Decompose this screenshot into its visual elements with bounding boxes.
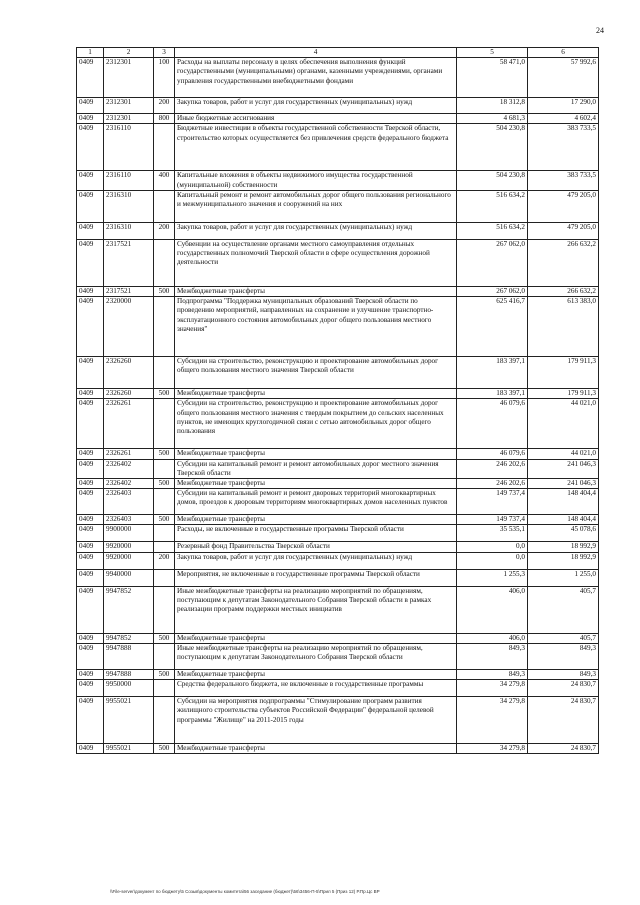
table-row — [77, 286, 599, 296]
cell-c6: 17 290,0 — [528, 98, 599, 114]
cell-c1: 0409 — [77, 124, 104, 171]
page-number: 24 — [596, 26, 604, 35]
cell-c2: 2326261 — [104, 399, 154, 449]
cell-c5: 406,0 — [457, 586, 528, 633]
cell-c1: 0409 — [77, 669, 104, 679]
table-row — [77, 98, 599, 114]
cell-c6: 24 830,7 — [528, 744, 599, 754]
cell-c4: Закупка товаров, работ и услуг для государственных (муниципальных) нужд — [175, 222, 457, 239]
cell-c4: Бюджетные инвестиции в объекты государственной собственности Тверской области, строительство которых осуществляется без привлечения средств федерального бюджета — [175, 124, 457, 171]
cell-c4: Межбюджетные трансферты — [175, 633, 457, 643]
cell-c3 — [154, 399, 175, 449]
cell-c6: 24 830,7 — [528, 680, 599, 697]
cell-c5: 504 230,8 — [457, 171, 528, 190]
cell-c3: 500 — [154, 449, 175, 459]
cell-c2: 2316110 — [104, 171, 154, 190]
cell-c2: 2326260 — [104, 389, 154, 399]
cell-c2: 2312301 — [104, 114, 154, 124]
cell-c5: 0,0 — [457, 542, 528, 552]
table-row — [77, 542, 599, 552]
cell-c5: 267 062,0 — [457, 239, 528, 286]
cell-c2: 2316310 — [104, 222, 154, 239]
cell-c3 — [154, 680, 175, 697]
table-row — [77, 525, 599, 542]
cell-c4: Закупка товаров, работ и услуг для государственных (муниципальных) нужд — [175, 98, 457, 114]
cell-c1: 0409 — [77, 643, 104, 669]
cell-c3: 200 — [154, 552, 175, 569]
cell-c4: Расходы на выплаты персоналу в целях обеспечения выполнения функций государственными (муниципальными) органами, казенными учреждениями, органами управления государственными внебюджетными фондами — [175, 58, 457, 98]
cell-c6: 383 733,5 — [528, 124, 599, 171]
cell-c6: 383 733,5 — [528, 171, 599, 190]
cell-c1: 0409 — [77, 190, 104, 222]
table-row — [77, 114, 599, 124]
table-row — [77, 478, 599, 488]
cell-c1: 0409 — [77, 478, 104, 488]
cell-c3 — [154, 643, 175, 669]
cell-c6: 266 632,2 — [528, 286, 599, 296]
cell-c3 — [154, 586, 175, 633]
cell-c4: Субсидии на капитальный ремонт и ремонт дворовых территорий многоквартирных домов, проездов к дворовым территориям многоквартирных домов населенных пунктов — [175, 489, 457, 515]
cell-c5: 267 062,0 — [457, 286, 528, 296]
cell-c3 — [154, 239, 175, 286]
cell-c6: 24 830,7 — [528, 697, 599, 744]
table-row — [77, 222, 599, 239]
table-row — [77, 569, 599, 586]
table-row — [77, 399, 599, 449]
table-row — [77, 357, 599, 389]
table-row — [77, 515, 599, 525]
cell-c2: 2326403 — [104, 489, 154, 515]
cell-c3: 500 — [154, 515, 175, 525]
cell-c3 — [154, 489, 175, 515]
cell-c5: 504 230,8 — [457, 124, 528, 171]
cell-c2: 2317521 — [104, 239, 154, 286]
cell-c1: 0409 — [77, 357, 104, 389]
cell-c1: 0409 — [77, 286, 104, 296]
cell-c5: 34 279,8 — [457, 680, 528, 697]
cell-c5: 849,3 — [457, 643, 528, 669]
cell-c5: 183 397,1 — [457, 357, 528, 389]
cell-c1: 0409 — [77, 399, 104, 449]
cell-c6: 241 046,3 — [528, 459, 599, 478]
cell-c2: 2320000 — [104, 297, 154, 357]
cell-c3: 200 — [154, 98, 175, 114]
cell-c4: Межбюджетные трансферты — [175, 389, 457, 399]
cell-c3: 800 — [154, 114, 175, 124]
cell-c2: 9947888 — [104, 669, 154, 679]
cell-c4: Межбюджетные трансферты — [175, 744, 457, 754]
cell-c1: 0409 — [77, 171, 104, 190]
cell-c6: 849,3 — [528, 669, 599, 679]
cell-c6: 479 205,0 — [528, 190, 599, 222]
cell-c4: Резервный фонд Правительства Тверской области — [175, 542, 457, 552]
cell-c4: Субвенции на осуществление органами местного самоуправления отдельных государственных полномочий Тверской области в сфере осуществления дорожной деятельности — [175, 239, 457, 286]
table-row — [77, 643, 599, 669]
cell-c3 — [154, 542, 175, 552]
cell-c3 — [154, 297, 175, 357]
header-cell: 5 — [457, 48, 528, 58]
cell-c1: 0409 — [77, 569, 104, 586]
cell-c3: 500 — [154, 669, 175, 679]
cell-c5: 18 312,8 — [457, 98, 528, 114]
cell-c5: 34 279,8 — [457, 744, 528, 754]
cell-c5: 183 397,1 — [457, 389, 528, 399]
cell-c5: 625 416,7 — [457, 297, 528, 357]
table-row — [77, 669, 599, 679]
cell-c1: 0409 — [77, 239, 104, 286]
cell-c3 — [154, 357, 175, 389]
cell-c3: 500 — [154, 389, 175, 399]
cell-c4: Закупка товаров, работ и услуг для государственных (муниципальных) нужд — [175, 552, 457, 569]
cell-c1: 0409 — [77, 489, 104, 515]
cell-c3 — [154, 697, 175, 744]
cell-c2: 2317521 — [104, 286, 154, 296]
cell-c4: Капитальный ремонт и ремонт автомобильных дорог общего пользования регионального и межмуниципального значения и сооружений на них — [175, 190, 457, 222]
cell-c4: Субсидии на строительство, реконструкцию и проектирование автомобильных дорог общего пользования местного значения с твердым покрытием до сельских населенных пунктов, не имеющих круглогодичной связи с сетью автомобильных дорог общего пользования — [175, 399, 457, 449]
cell-c1: 0409 — [77, 586, 104, 633]
cell-c2: 2312301 — [104, 98, 154, 114]
header-cell: 2 — [104, 48, 154, 58]
cell-c1: 0409 — [77, 459, 104, 478]
cell-c6: 266 632,2 — [528, 239, 599, 286]
cell-c6: 179 911,3 — [528, 389, 599, 399]
cell-c2: 2316310 — [104, 190, 154, 222]
cell-c6: 44 021,0 — [528, 449, 599, 459]
cell-c6: 613 383,0 — [528, 297, 599, 357]
cell-c1: 0409 — [77, 515, 104, 525]
cell-c3: 100 — [154, 58, 175, 98]
cell-c1: 0409 — [77, 58, 104, 98]
cell-c2: 9940000 — [104, 569, 154, 586]
cell-c6: 1 255,0 — [528, 569, 599, 586]
cell-c3: 500 — [154, 744, 175, 754]
cell-c6: 148 404,4 — [528, 515, 599, 525]
cell-c5: 46 079,6 — [457, 399, 528, 449]
table-row — [77, 190, 599, 222]
cell-c1: 0409 — [77, 697, 104, 744]
cell-c2: 2326260 — [104, 357, 154, 389]
cell-c5: 34 279,8 — [457, 697, 528, 744]
table-header-row — [77, 48, 599, 58]
cell-c5: 149 737,4 — [457, 489, 528, 515]
cell-c5: 849,3 — [457, 669, 528, 679]
table-row — [77, 744, 599, 754]
table-row — [77, 680, 599, 697]
table-row — [77, 459, 599, 478]
cell-c5: 246 202,6 — [457, 478, 528, 488]
cell-c4: Межбюджетные трансферты — [175, 449, 457, 459]
table-row — [77, 239, 599, 286]
table-row — [77, 697, 599, 744]
cell-c2: 2312301 — [104, 58, 154, 98]
cell-c1: 0409 — [77, 114, 104, 124]
cell-c1: 0409 — [77, 633, 104, 643]
cell-c4: Расходы, не включенные в государственные программы Тверской области — [175, 525, 457, 542]
cell-c6: 44 021,0 — [528, 399, 599, 449]
cell-c2: 9950000 — [104, 680, 154, 697]
table-row — [77, 58, 599, 98]
cell-c6: 18 992,9 — [528, 552, 599, 569]
cell-c4: Капитальные вложения в объекты недвижимого имущества государственной (муниципальной) собственности — [175, 171, 457, 190]
cell-c5: 516 634,2 — [457, 190, 528, 222]
cell-c6: 4 602,4 — [528, 114, 599, 124]
cell-c5: 4 681,3 — [457, 114, 528, 124]
cell-c4: Субсидии на строительство, реконструкцию и проектирование автомобильных дорог общего пользования местного значения Тверской области — [175, 357, 457, 389]
cell-c5: 246 202,6 — [457, 459, 528, 478]
cell-c4: Межбюджетные трансферты — [175, 478, 457, 488]
cell-c4: Мероприятия, не включенные в государственные программы Тверской области — [175, 569, 457, 586]
table-row — [77, 124, 599, 171]
cell-c1: 0409 — [77, 449, 104, 459]
cell-c2: 9920000 — [104, 552, 154, 569]
cell-c6: 405,7 — [528, 586, 599, 633]
cell-c2: 9955021 — [104, 697, 154, 744]
cell-c2: 2326403 — [104, 515, 154, 525]
cell-c3 — [154, 459, 175, 478]
cell-c2: 2326261 — [104, 449, 154, 459]
cell-c1: 0409 — [77, 389, 104, 399]
cell-c5: 46 079,6 — [457, 449, 528, 459]
cell-c2: 9947852 — [104, 633, 154, 643]
cell-c6: 849,3 — [528, 643, 599, 669]
cell-c2: 2316110 — [104, 124, 154, 171]
cell-c5: 58 471,0 — [457, 58, 528, 98]
cell-c4: Подпрограмма "Поддержка муниципальных образований Тверской области по проведению мероприятий, направленных на сохранение и улучшение транспортно-эксплуатационного состояния автомобильных дорог общего пользования местного значения" — [175, 297, 457, 357]
cell-c5: 1 255,3 — [457, 569, 528, 586]
cell-c1: 0409 — [77, 542, 104, 552]
cell-c4: Иные межбюджетные трансферты на реализацию мероприятий по обращениям, поступающим к депутатам Законодательного Собрания Тверской области в рамках реализации программ поддержки местных инициатив — [175, 586, 457, 633]
cell-c3: 200 — [154, 222, 175, 239]
cell-c5: 35 535,1 — [457, 525, 528, 542]
cell-c3 — [154, 569, 175, 586]
cell-c4: Средства федерального бюджета, не включенные в государственные программы — [175, 680, 457, 697]
cell-c3 — [154, 190, 175, 222]
cell-c4: Межбюджетные трансферты — [175, 286, 457, 296]
cell-c3 — [154, 525, 175, 542]
cell-c1: 0409 — [77, 525, 104, 542]
cell-c5: 406,0 — [457, 633, 528, 643]
cell-c2: 2326402 — [104, 459, 154, 478]
table-row — [77, 586, 599, 633]
cell-c4: Межбюджетные трансферты — [175, 515, 457, 525]
cell-c1: 0409 — [77, 222, 104, 239]
cell-c6: 57 992,6 — [528, 58, 599, 98]
cell-c6: 45 078,6 — [528, 525, 599, 542]
cell-c4: Межбюджетные трансферты — [175, 669, 457, 679]
table-row — [77, 489, 599, 515]
cell-c6: 241 046,3 — [528, 478, 599, 488]
cell-c4: Иные межбюджетные трансферты на реализацию мероприятий по обращениям, поступающим к депутатам Законодательного Собрания Тверской области — [175, 643, 457, 669]
cell-c2: 9947852 — [104, 586, 154, 633]
cell-c3 — [154, 124, 175, 171]
cell-c5: 0,0 — [457, 552, 528, 569]
cell-c4: Субсидии на капитальный ремонт и ремонт автомобильных дорог местного значения Тверской области — [175, 459, 457, 478]
cell-c4: Субсидии на мероприятия подпрограммы "Стимулирование программ развития жилищного строительства субъектов Российской Федерации" федеральной целевой программы "Жилище" на 2011-2015 годы — [175, 697, 457, 744]
cell-c1: 0409 — [77, 552, 104, 569]
header-cell: 3 — [154, 48, 175, 58]
cell-c6: 179 911,3 — [528, 357, 599, 389]
budget-table — [76, 47, 599, 754]
table-row — [77, 449, 599, 459]
cell-c6: 18 992,9 — [528, 542, 599, 552]
table-row — [77, 552, 599, 569]
file-path-footer: \\File-server\документ по бюджету\5 Созыв\документы комитета\56 заседание (бюджет)\56\3456-П-5\Прил 5 (Приз 12) Р.Пр.Цс ВР — [110, 889, 380, 894]
header-cell: 1 — [77, 48, 104, 58]
cell-c3: 400 — [154, 171, 175, 190]
cell-c6: 405,7 — [528, 633, 599, 643]
cell-c6: 148 404,4 — [528, 489, 599, 515]
cell-c2: 9955021 — [104, 744, 154, 754]
cell-c1: 0409 — [77, 744, 104, 754]
header-cell: 4 — [175, 48, 457, 58]
table-row — [77, 171, 599, 190]
cell-c4: Иные бюджетные ассигнования — [175, 114, 457, 124]
table-row — [77, 633, 599, 643]
cell-c3: 500 — [154, 633, 175, 643]
cell-c2: 9900000 — [104, 525, 154, 542]
cell-c3: 500 — [154, 478, 175, 488]
cell-c1: 0409 — [77, 297, 104, 357]
header-cell: 6 — [528, 48, 599, 58]
cell-c3: 500 — [154, 286, 175, 296]
cell-c2: 9947888 — [104, 643, 154, 669]
cell-c1: 0409 — [77, 680, 104, 697]
cell-c5: 149 737,4 — [457, 515, 528, 525]
cell-c2: 9920000 — [104, 542, 154, 552]
table-row — [77, 389, 599, 399]
cell-c5: 516 634,2 — [457, 222, 528, 239]
table-row — [77, 297, 599, 357]
cell-c1: 0409 — [77, 98, 104, 114]
cell-c2: 2326402 — [104, 478, 154, 488]
cell-c6: 479 205,0 — [528, 222, 599, 239]
